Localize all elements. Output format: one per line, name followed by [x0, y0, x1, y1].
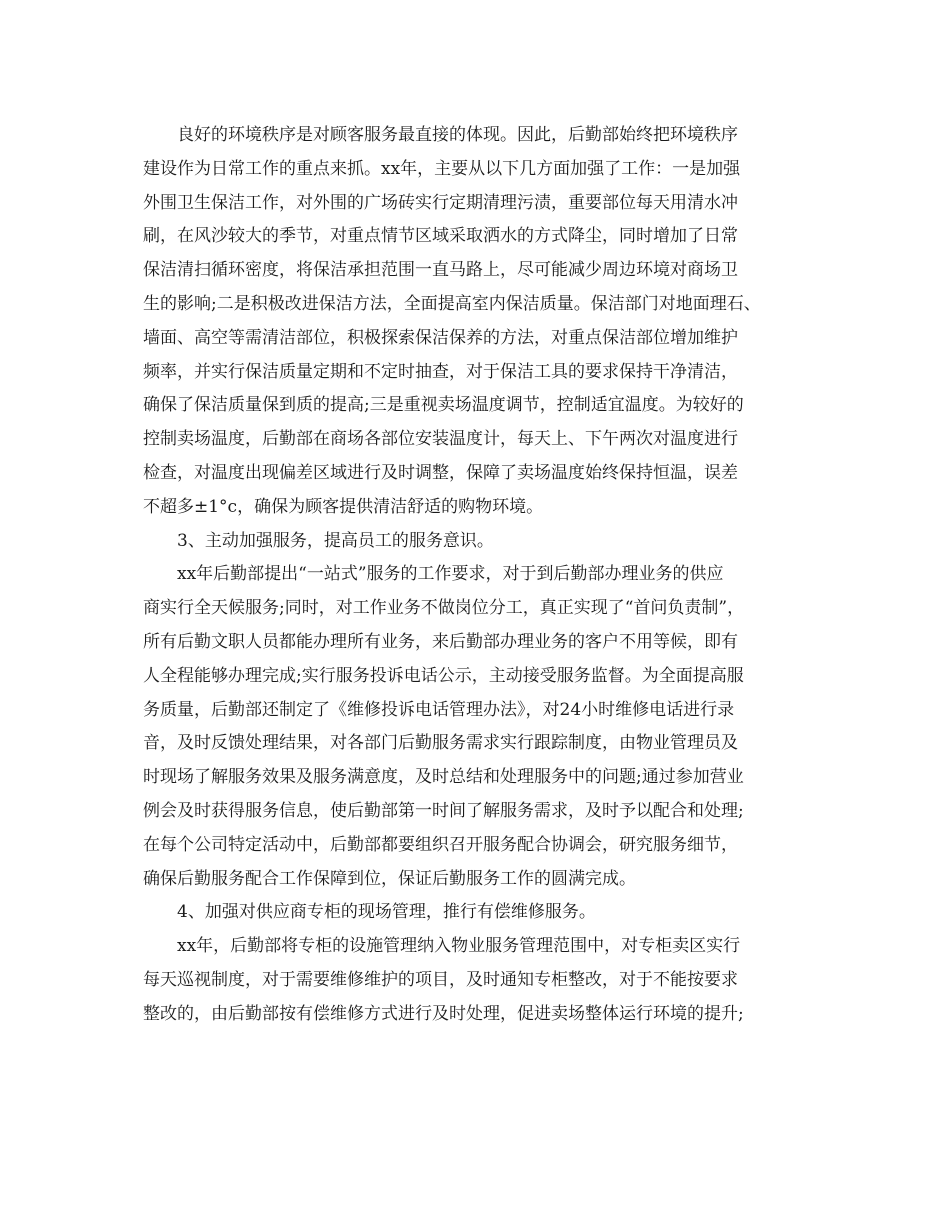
text-line: 保洁清扫循环密度，将保洁承担范围一直马路上，尽可能减少周边环境对商场卫: [143, 260, 738, 281]
text-line: xx年，后勤部将专柜的设施管理纳入物业服务管理范围中，对专柜卖区实行: [177, 936, 741, 957]
text-line: 4、加强对供应商专柜的现场管理，推行有偿维修服务。: [177, 902, 596, 923]
text-line: 商实行全天候服务;同时，对工作业务不做岗位分工，真正实现了“首问负责制”，: [143, 598, 745, 619]
text-line: 频率，并实行保洁质量定期和不定时抽查，对于保洁工具的要求保持干净清洁，: [143, 361, 738, 382]
text-line: 生的影响;二是积极改进保洁方法，全面提高室内保洁质量。保洁部门对地面理石、: [143, 293, 761, 314]
text-line: xx年后勤部提出“一站式”服务的工作要求，对于到后勤部办理业务的供应: [177, 564, 724, 585]
text-line: 务质量，后勤部还制定了《维修投诉电话管理办法》，对24小时维修电话进行录: [143, 699, 735, 720]
text-line: 外围卫生保洁工作，对外围的广场砖实行定期清理污渍，重要部位每天用清水冲: [143, 192, 738, 213]
text-line: 确保后勤服务配合工作保障到位，保证后勤服务工作的圆满完成。: [143, 868, 636, 889]
text-line: 所有后勤文职人员都能办理所有业务，来后勤部办理业务的客户不用等候，即有: [143, 631, 738, 652]
text-line: 建设作为日常工作的重点来抓。xx年，主要从以下几方面加强了工作：一是加强: [143, 158, 741, 179]
text-line: 检查，对温度出现偏差区域进行及时调整，保障了卖场温度始终保持恒温，误差: [143, 462, 738, 483]
text-line: 刷，在风沙较大的季节，对重点情节区域采取洒水的方式降尘，同时增加了日常: [143, 226, 738, 247]
text-line: 确保了保洁质量保到质的提高;三是重视卖场温度调节，控制适宜温度。为较好的: [143, 395, 744, 416]
text-line: 例会及时获得服务信息，使后勤部第一时间了解服务需求，及时予以配合和处理;: [143, 800, 744, 821]
text-line: 音，及时反馈处理结果，对各部门后勤服务需求实行跟踪制度，由物业管理员及: [143, 733, 738, 754]
text-line: 在每个公司特定活动中，后勤部都要组织召开服务配合协调会，研究服务细节，: [143, 834, 738, 855]
text-line: 整改的，由后勤部按有偿维修方式进行及时处理，促进卖场整体运行环境的提升;: [143, 1003, 744, 1024]
text-line: 墙面、高空等需清洁部位，积极探索保洁保养的方法，对重点保洁部位增加维护: [143, 327, 738, 348]
text-line: 人全程能够办理完成;实行服务投诉电话公示，主动接受服务监督。为全面提高服: [143, 665, 744, 686]
text-line: 每天巡视制度，对于需要维修维护的项目，及时通知专柜整改，对于不能按要求: [143, 969, 738, 990]
text-line: 3、主动加强服务，提高员工的服务意识。: [177, 530, 494, 551]
text-line: 不超多±1°c，确保为顾客提供清洁舒适的购物环境。: [143, 496, 544, 517]
text-line: 时现场了解服务效果及服务满意度，及时总结和处理服务中的问题;通过参加营业: [143, 767, 744, 788]
document-body: [143, 119, 828, 1032]
text-line: 良好的环境秩序是对顾客服务最直接的体现。因此，后勤部始终把环境秩序: [177, 125, 738, 145]
text-line: 控制卖场温度，后勤部在商场各部位安装温度计，每天上、下午两次对温度进行: [143, 429, 738, 450]
